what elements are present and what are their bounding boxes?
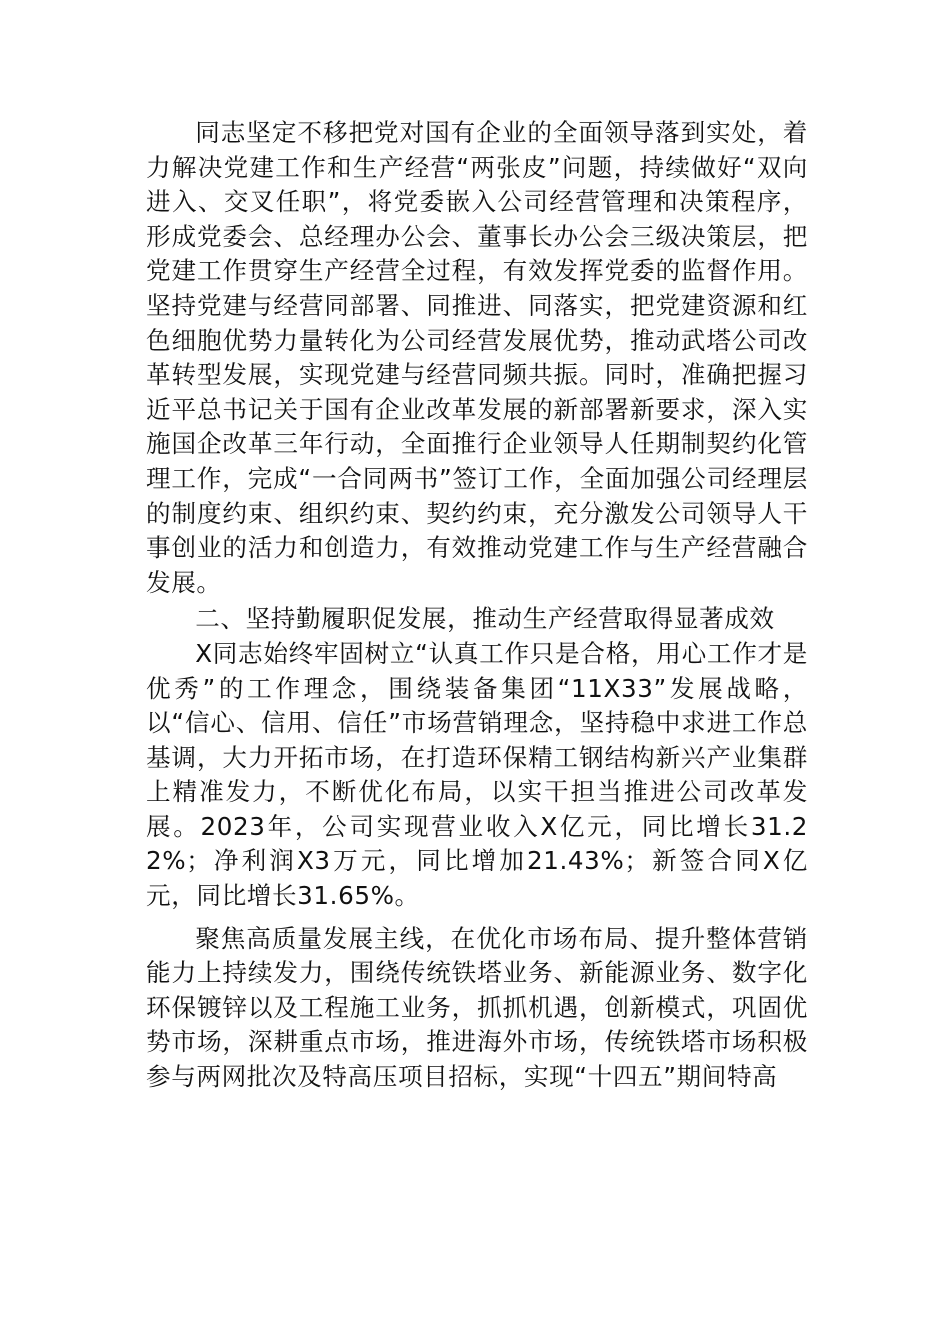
document-body <box>146 116 808 1095</box>
paragraph-market-layout: 聚焦高质量发展主线，在优化市场布局、提升整体营销能力上持续发力，围绕传统铁塔业务、新能源业务、数字化环保镀锌以及工程施工业务，抓抓机遇，创新模式，巩固优势市场，深耕重点市场，推进海外市场，传统铁塔市场积极参与两网批次及特高压项目招标，实现“十四五”期间特高 <box>146 923 808 1092</box>
paragraph-business-results: X同志始终牢固树立“认真工作只是合格，用心工作才是优秀”的工作理念，围绕装备集团“11X33”发展战略，以“信心、信用、信任”市场营销理念，坚持稳中求进工作总基调，大力开拓市场，在打造环保精工钢结构新兴产业集群上精准发力，不断优化布局，以实干担当推进公司改革发展。2023年，公司实现营业收入X亿元，同比增长31.22%；净利润X3万元，同比增加21.43%；新签合同X亿元，同比增长31.65%。 <box>146 638 808 911</box>
paragraph-party-leadership: 同志坚定不移把党对国有企业的全面领导落到实处，着力解决党建工作和生产经营“两张皮”问题，持续做好“双向进入、交叉任职”，将党委嵌入公司经营管理和决策程序，形成党委会、总经理办公会、董事长办公会三级决策层，把党建工作贯穿生产经营全过程，有效发挥党委的监督作用。坚持党建与经营同部署、同推进、同落实，把党建资源和红色细胞优势力量转化为公司经营发展优势，推动武塔公司改革转型发展，实现党建与经营同频共振。同时，准确把握习近平总书记关于国有企业改革发展的新部署新要求，深入实施国企改革三年行动，全面推行企业领导人任期制契约化管理工作，完成“一合同两书”签订工作，全面加强公司经理层的制度约束、组织约束、契约约束，充分激发公司领导人干事创业的活力和创造力，有效推动党建工作与生产经营融合发展。 <box>146 118 808 597</box>
section-heading-two: 二、坚持勤履职促发展，推动生产经营取得显著成效 <box>195 604 775 634</box>
